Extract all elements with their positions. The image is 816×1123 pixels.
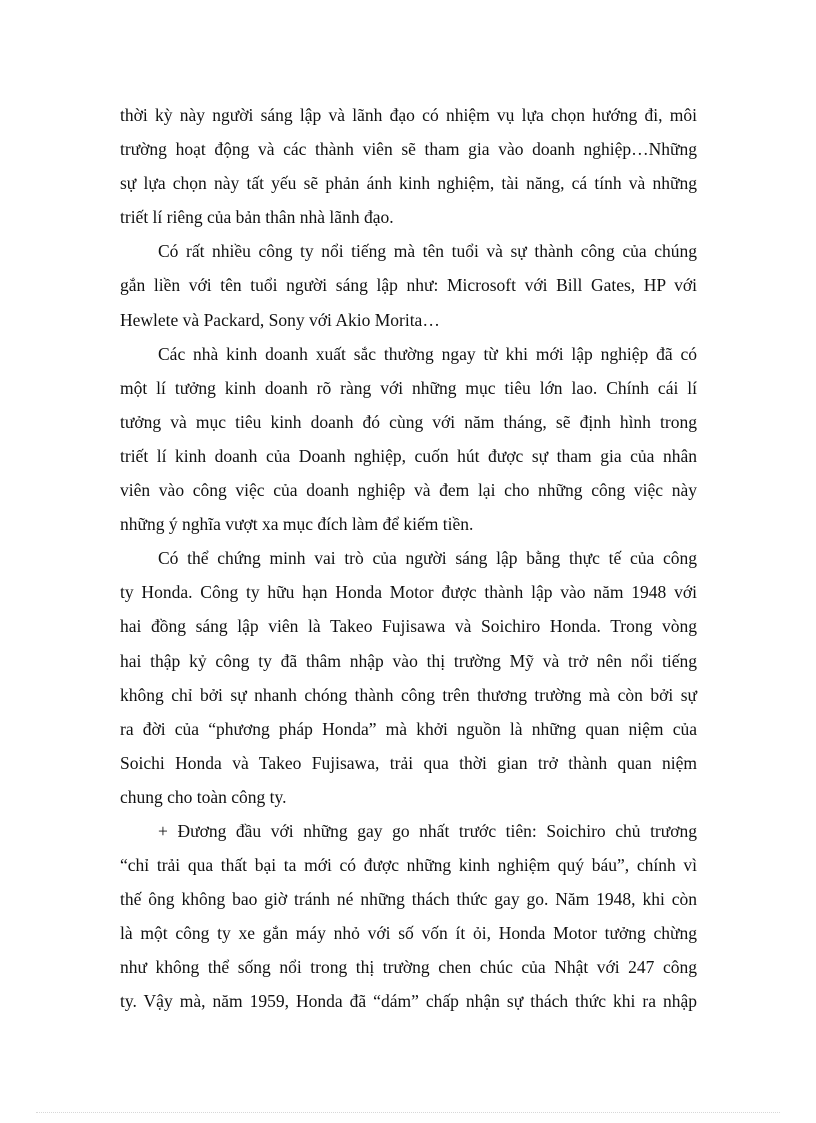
text-line: trường hoạt động và các thành viên sẽ tham gia vào doanh nghiệp…Những (120, 139, 697, 160)
text-line: Các nhà kinh doanh xuất sắc thường ngay từ khi mới lập nghiệp đã có (158, 343, 697, 364)
text-line: thế ông không bao giờ tránh né những thách thức gay go. Năm 1948, khi còn (120, 889, 697, 910)
text-line: tưởng và mục tiêu kinh doanh đó cùng với năm tháng, sẽ định hình trong (120, 411, 697, 432)
text-line: hai thập kỷ công ty đã thâm nhập vào thị trường Mỹ và trở nên nổi tiếng (120, 650, 697, 671)
paragraph (120, 337, 697, 542)
text-line: Có thể chứng minh vai trò của người sáng lập bằng thực tế của công (158, 548, 697, 569)
text-line: Hewlete và Packard, Sony với Akio Morita… (120, 309, 440, 330)
text-line: là một công ty xe gắn máy nhỏ với số vốn ít ỏi, Honda Motor tưởng chừng (120, 923, 697, 944)
text-line: ty Honda. Công ty hữu hạn Honda Motor được thành lập vào năm 1948 với (120, 582, 697, 603)
text-line: một lí tưởng kinh doanh rõ ràng với những mục tiêu lớn lao. Chính cái lí (120, 377, 697, 398)
paragraph (120, 541, 697, 814)
text-line: “chỉ trải qua thất bại ta mới có được những kinh nghiệm quý báu”, chính vì (120, 855, 697, 876)
text-line: ra đời của “phương pháp Honda” mà khởi nguồn là những quan niệm của (120, 718, 697, 739)
body-text (120, 98, 697, 1019)
text-line: sự lựa chọn này tất yếu sẽ phản ánh kinh nghiệm, tài năng, cá tính và những (120, 173, 697, 194)
paragraph (120, 98, 697, 234)
text-line: viên vào công việc của doanh nghiệp và đem lại cho những công việc này (120, 480, 697, 501)
text-line: ty. Vậy mà, năm 1959, Honda đã “dám” chấp nhận sự thách thức khi ra nhập (120, 991, 697, 1012)
page-bottom-divider (36, 1112, 780, 1113)
text-line: triết lí kinh doanh của Doanh nghiệp, cuốn hút được sự tham gia của nhân (120, 445, 697, 466)
text-line: chung cho toàn công ty. (120, 786, 287, 807)
text-line: thời kỳ này người sáng lập và lãnh đạo có nhiệm vụ lựa chọn hướng đi, môi (120, 105, 697, 125)
paragraph (120, 234, 697, 336)
text-line: như không thể sống nổi trong thị trường chen chúc của Nhật với 247 công (120, 957, 697, 978)
text-line: không chỉ bởi sự nhanh chóng thành công trên thương trường mà còn bởi sự (120, 684, 697, 705)
text-line: hai đồng sáng lập viên là Takeo Fujisawa và Soichiro Honda. Trong vòng (120, 616, 697, 637)
text-line: + Đương đầu với những gay go nhất trước tiên: Soichiro chủ trương (158, 820, 697, 841)
text-line: Có rất nhiều công ty nổi tiếng mà tên tuổi và sự thành công của chúng (158, 241, 697, 262)
text-line: những ý nghĩa vượt xa mục đích làm để kiếm tiền. (120, 514, 474, 535)
text-line: triết lí riêng của bản thân nhà lãnh đạo. (120, 207, 394, 228)
text-line: gắn liền với tên tuổi người sáng lập như: Microsoft với Bill Gates, HP với (120, 275, 697, 296)
text-line: Soichi Honda và Takeo Fujisawa, trải qua thời gian trở thành quan niệm (120, 752, 697, 773)
paragraph (120, 814, 697, 1019)
